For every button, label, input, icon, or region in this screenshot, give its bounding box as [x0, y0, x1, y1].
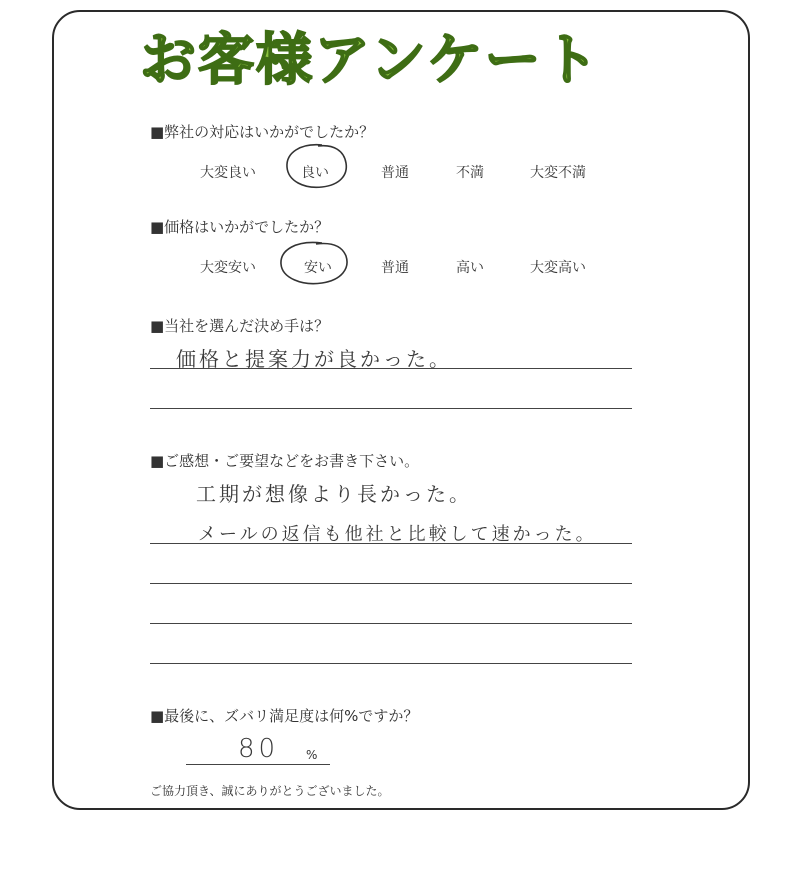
comment-line-1	[150, 543, 632, 544]
selected-circle-price	[276, 238, 356, 290]
option-price-very-expensive[interactable]: 大変高い	[530, 260, 586, 276]
comment-line-4	[150, 663, 632, 664]
answer-satisfaction-value: 80	[238, 734, 280, 764]
option-price-very-cheap[interactable]: 大変安い	[200, 260, 256, 276]
answer-comments-line-1: 工期が想像より長かった。	[196, 482, 472, 506]
option-service-unsatisfied[interactable]: 不満	[456, 165, 484, 181]
option-price-expensive[interactable]: 高い	[456, 260, 484, 276]
comment-line-2	[150, 583, 632, 584]
question-price: ■価格はいかがでしたか？	[150, 218, 330, 236]
survey-title: お客様アンケート	[140, 28, 601, 93]
question-comments: ■ご感想・ご要望などをお書き下さい。	[150, 452, 420, 470]
option-service-good[interactable]: 良い	[301, 165, 329, 181]
closing-message: ご協力頂き、誠にありがとうございました。	[150, 784, 390, 798]
question-deciding-factor: ■当社を選んだ決め手は？	[150, 317, 330, 335]
answer-comments-line-2: メールの返信も他社と比較して速かった。	[198, 524, 597, 545]
answer-line-1	[150, 368, 632, 369]
answer-line-2	[150, 408, 632, 409]
option-price-cheap[interactable]: 安い	[304, 260, 332, 276]
percent-unit: %	[306, 748, 318, 762]
option-service-normal[interactable]: 普通	[381, 165, 409, 181]
option-price-normal[interactable]: 普通	[381, 260, 409, 276]
option-service-very-good[interactable]: 大変良い	[200, 165, 256, 181]
satisfaction-line	[186, 764, 330, 765]
option-service-very-unsatisfied[interactable]: 大変不満	[530, 165, 586, 181]
question-service: ■弊社の対応はいかがでしたか？	[150, 123, 375, 141]
question-satisfaction: ■最後に、ズバリ満足度は何%ですか？	[150, 707, 419, 725]
comment-line-3	[150, 623, 632, 624]
answer-deciding-factor: 価格と提案力が良かった。	[176, 347, 452, 371]
selected-circle-service	[282, 141, 352, 193]
